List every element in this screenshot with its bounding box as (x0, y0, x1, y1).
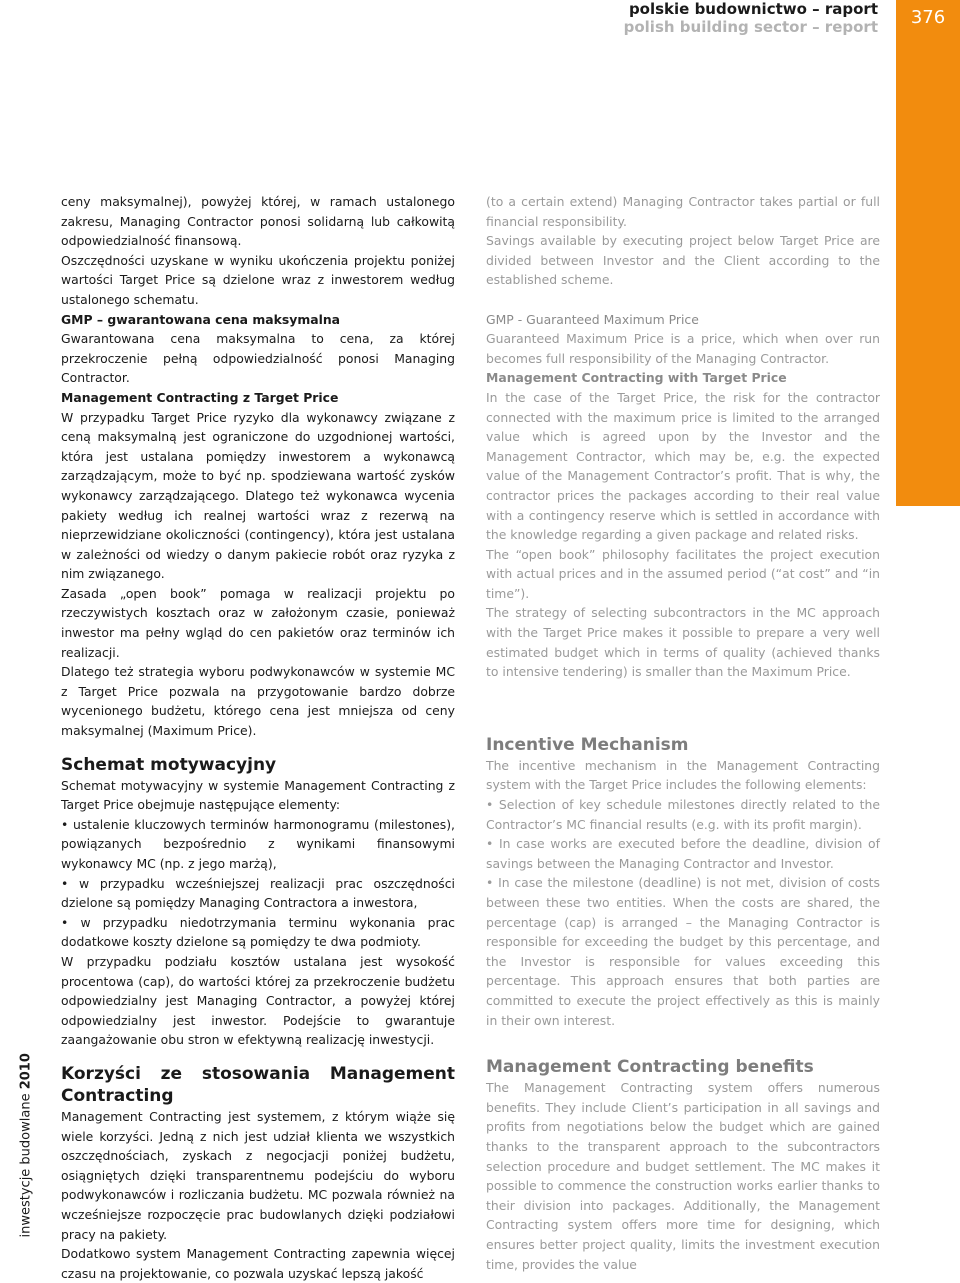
pl-mc-text-1: W przypadku Target Price ryzyko dla wykonawcy związane z ceną maksymalną jest ograniczone do uzgodnionej wartości, która jest ustalana pomiędzy inwestorem a wykonawcą zarządzającym, może to być np. spodziewana wartość zysków wykonawcy zarządzającego. Dlatego też wykonawca wycenia pakiety według ich realnej wartości wraz z rezerwą na nieprzewidziane okoliczności (contingency), która jest ustalana w zależności od wiedzy o danym pakiecie robót oraz ryzyka z nim związanego. (61, 409, 455, 582)
pl-paragraph-1: ceny maksymalnej), powyżej której, w ramach ustalonego zakresu, Managing Contractor ponosi solidarną lub całkowitą odpowiedzialność finansową. (61, 194, 455, 249)
spacer (486, 682, 880, 734)
spacer (486, 290, 880, 310)
header-title-en: polish building sector – report (623, 18, 878, 36)
spacer (61, 1050, 455, 1063)
accent-bar (896, 0, 960, 506)
en-mc-text-1: In the case of the Target Price, the risk for the contractor connected with the maximum price is limited to the arranged value which is agreed upon by the Investor and the Management Contractor, which may be, e.g. the expected value of the Management Contractor’s profit. That is why, the contractor prices the packages according to their real value with a contingency reserve which is settled in accordance with the knowledge regarding a given package and related risks. (486, 389, 880, 543)
list-item: • Selection of key schedule milestones directly related to the Contractor’s MC financial results (e.g. with its profit margin). (486, 795, 880, 834)
pl-benefits-text-1: Management Contracting jest systemem, z którym wiąże się wiele korzyści. Jedną z nich jest udział klienta we wszystkich oszczędnościach, zyskach z negocjacji poniżej budżetu, osiągniętych dzięki transparentnemu podejściu do wyboru podwykonawców i rozliczania budżetu. MC pozwala również na wcześniejsze rozpoczęcie prac budowlanych dzięki podziałowi pracy na pakiety. (61, 1108, 455, 1242)
list-item: • In case works are executed before the deadline, division of savings between the Managing Contractor and Investor. (486, 834, 880, 873)
pl-benefits-heading: Korzyści ze stosowania Management Contracting (61, 1063, 455, 1106)
list-item: • In case the milestone (deadline) is not met, division of costs between these two entities. When the costs are shared, the percentage (cap) is arranged – the Managing Contractor is responsible for exceeding the budget by this percentage, and the Investor is responsible for values exceeding this percentage. This approach ensures that both parties are committed to execute the project effectively as this is mainly in their own interest. (486, 873, 880, 1030)
en-paragraph-1: (to a certain extend) Managing Contractor takes partial or full financial responsibility. (486, 194, 880, 229)
column-polish (61, 192, 455, 1283)
en-gmp-heading: GMP - Guaranteed Maximum Price (486, 311, 699, 327)
side-label-prefix: inwestycje budowlane (18, 1089, 34, 1238)
pl-schema-text: W przypadku podziału kosztów ustalana jest wysokość procentowa (cap), do wartości której za przekroczenie budżetu odpowiedzialny jest Managing Contractor, a powyżej której odpowiedzialny jest inwestor. Podejście to gwarantuje zaangażowanie obu stron w efektywną realizację inwestycji. (61, 953, 455, 1048)
column-english (486, 192, 880, 1274)
list-item: • ustalenie kluczowych terminów harmonogramu (milestones), powiązanych bezpośrednio z wynikami finansowymi wykonawcy MC (np. z jego marżą), (61, 815, 455, 874)
en-gmp-text: Guaranteed Maximum Price is a price, which when over run becomes full responsibility of the Managing Contractor. (486, 331, 880, 366)
en-incentive-list (486, 795, 880, 1030)
en-paragraph-2: Savings available by executing project below Target Price are divided between Investor and the Client according to the established scheme. (486, 233, 880, 288)
pl-mc-text-3: Dlatego też strategia wyboru podwykonawców w systemie MC z Target Price pozwala na przygotowanie bardzo dobrze wycenionego budżetu, którego cena jest mniejsza od ceny maksymalnej (Maximum Price). (61, 664, 455, 739)
page-number: 376 (910, 7, 946, 28)
pl-gmp-text: Gwarantowana cena maksymalna to cena, za której przekroczenie pełną odpowiedzialność ponosi Managing Contractor. (61, 331, 455, 386)
pl-paragraph-2: Oszczędności uzyskane w wyniku ukończenia projektu poniżej wartości Target Price są dzielone wraz z inwestorem według ustalonego schematu. (61, 252, 455, 307)
pl-schema-intro: Schemat motywacyjny w systemie Management Contracting z Target Price obejmuje następujące elementy: (61, 777, 455, 813)
pl-schema-list (61, 815, 455, 952)
en-benefits-heading: Management Contracting benefits (486, 1057, 814, 1078)
side-label (18, 1053, 34, 1238)
en-benefits-text: The Management Contracting system offers numerous benefits. They include Client’s participation in all savings and profits from negotiations below the budget which are gained thanks to the transparent approach to the subcontractors selection procedure and budget settlement. The MC makes it possible to commence the construction works earlier thanks to their division into packages. Additionally, the Management Contracting system offers more time for designing, which ensures better project quality, limits the investment execution time, provides the value (486, 1080, 880, 1272)
en-mc-text-3: The strategy of selecting subcontractors in the MC approach with the Target Price makes it possible to prepare a very well estimated budget which in terms of quality (achieved thanks to intensive tendering) is smaller than the Maximum Price. (486, 605, 880, 680)
en-incentive-heading: Incentive Mechanism (486, 734, 689, 755)
en-incentive-intro: The incentive mechanism in the Management Contracting system with the Target Price includes the following elements: (486, 757, 880, 793)
en-mc-text-2: The “open book” philosophy facilitates the project execution with actual prices and in the assumed period (“at cost” and “in time”). (486, 546, 880, 601)
report-header (624, 0, 878, 36)
pl-mc-heading: Management Contracting z Target Price (61, 389, 339, 405)
side-label-year: 2010 (18, 1053, 34, 1090)
list-item: • w przypadku wcześniejszej realizacji prac oszczędności dzielone są pomiędzy Managing Contractora a inwestora, (61, 874, 455, 913)
spacer (61, 741, 455, 754)
pl-benefits-text-2: Dodatkowo system Management Contracting zapewnia więcej czasu na projektowanie, co pozwala uzyskać lepszą jakość (61, 1246, 455, 1281)
pl-gmp-heading: GMP – gwarantowana cena maksymalna (61, 311, 341, 327)
header-title-pl: polskie budownictwo – raport (628, 0, 878, 18)
pl-mc-text-2: Zasada „open book” pomaga w realizacji projektu po rzeczywistych kosztach oraz w założonym czasie, ponieważ inwestor ma pełny wgląd do cen pakietów oraz terminów ich realizacji. (61, 585, 455, 660)
list-item: • w przypadku niedotrzymania terminu wykonania prac dodatkowe koszty dzielone są pomiędzy te dwa podmioty. (61, 913, 455, 952)
spacer (486, 1030, 880, 1056)
pl-schema-heading: Schemat motywacyjny (61, 754, 277, 775)
en-mc-heading: Management Contracting with Target Price (486, 370, 787, 386)
